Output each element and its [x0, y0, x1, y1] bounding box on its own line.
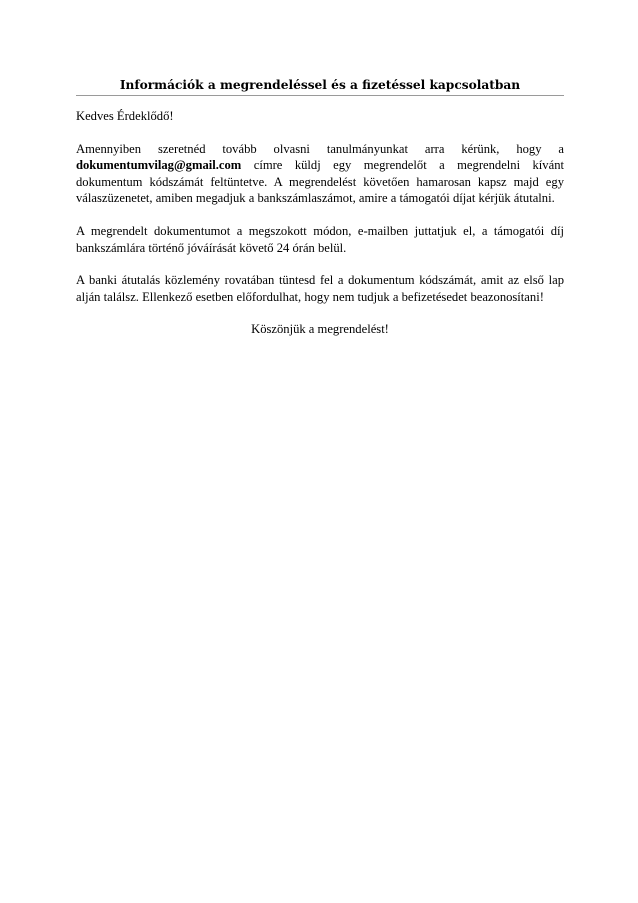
- paragraph-delivery: A megrendelt dokumentumot a megszokott módon, e-mailben juttatjuk el, a támogatói díj bankszámlára történő jóváírását követő 24 órán belül.: [76, 223, 564, 255]
- paragraph-order-text-start: Amennyiben szeretnéd tovább olvasni tanulmányunkat arra kérünk, hogy a: [76, 141, 564, 156]
- paragraph-transfer-note: A banki átutalás közlemény rovatában tüntesd fel a dokumentum kódszámát, amit az első lap alján találsz. Ellenkező esetben előfordulhat, hogy nem tudjuk a befizetésedet beazonosítani!: [76, 273, 564, 304]
- document-page: [76, 76, 564, 338]
- greeting: Kedves Érdeklődő!: [76, 109, 174, 123]
- paragraph-order-text-end: címre küldj egy megrendelőt a megrendelni kívánt dokumentum kódszámát feltüntetve. A megrendelést követően hamarosan kapsz majd egy válaszüzenetet, amiben megadjuk a bankszámlaszámot, amire a támogatói díjat kérjük átutalni.: [76, 158, 564, 206]
- contact-email: dokumentumvilag@gmail.com: [76, 158, 242, 173]
- document-title: Információk a megrendeléssel és a fizetéssel kapcsolatban: [76, 76, 564, 96]
- paragraph-order-instructions: [76, 141, 564, 207]
- closing-thanks: Köszönjük a megrendelést!: [251, 322, 389, 337]
